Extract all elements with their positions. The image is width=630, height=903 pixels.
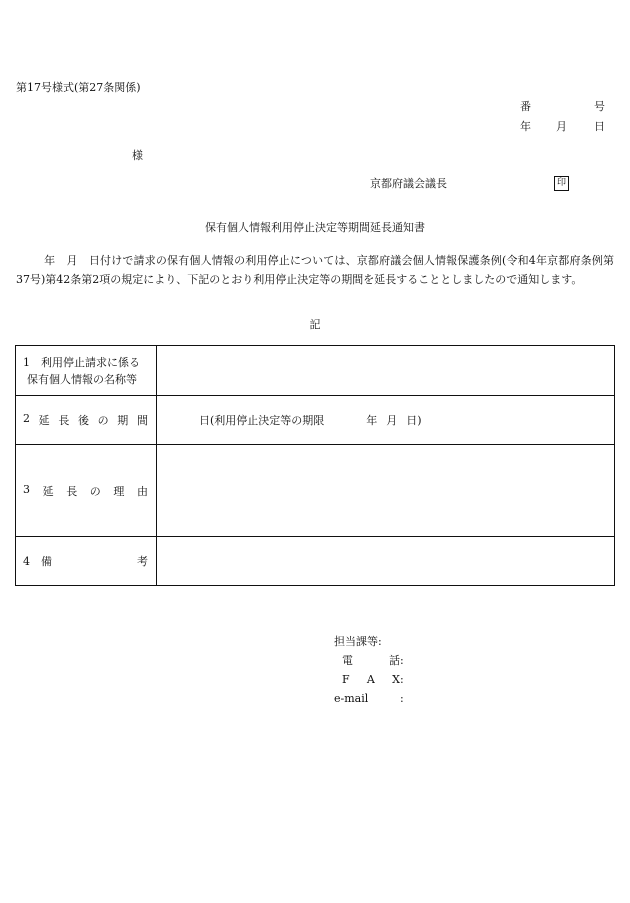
item-1-label: 1 利用停止請求に係る 保有個人情報の名称等 <box>16 346 157 396</box>
date-month-label: 月 <box>556 120 567 133</box>
body-text: 日付けで請求の保有個人情報の利用停止については、京都府議会個人情報保護条例(令和4年京都府条例第37号)第42条第2項の規定により、下記のとおり利用停止決定等の期間を延長することとしましたので通知します。 <box>16 254 614 286</box>
date-day-label: 日 <box>594 120 605 133</box>
item-4-label: 4 備 考 <box>16 537 157 586</box>
document-number-unit: 号 <box>594 100 605 113</box>
addressee-suffix: 様 <box>132 149 143 162</box>
item-2-value[interactable] <box>157 396 615 445</box>
table-row <box>16 537 615 586</box>
item-4-value[interactable] <box>157 537 615 586</box>
table-row <box>16 346 615 396</box>
extension-deadline-label: (利用停止決定等の期限 <box>210 414 325 427</box>
item-2-label: 2 延 長 後 の 期 間 <box>16 396 157 445</box>
contact-fax: F A X : <box>342 673 404 686</box>
document-number-label: 番 <box>520 100 531 113</box>
deadline-day: 日) <box>406 414 422 427</box>
seal-mark: 印 <box>554 176 569 191</box>
deadline-year: 年 <box>366 414 378 427</box>
form-number: 第17号様式(第27条関係) <box>16 81 141 94</box>
document-title: 保有個人情報利用停止決定等期間延長通知書 <box>205 221 425 234</box>
contact-block <box>334 632 404 708</box>
contact-department: 担当課等: <box>334 635 382 648</box>
body-paragraph <box>16 251 614 289</box>
deadline-month: 月 <box>386 414 398 427</box>
table-row <box>16 445 615 537</box>
sender-title: 京都府議会議長 <box>370 177 447 190</box>
body-year: 年 <box>44 254 56 267</box>
table-row <box>16 396 615 445</box>
contact-phone: 電 話 : <box>342 654 404 667</box>
date-year-label: 年 <box>520 120 531 133</box>
ki-heading: 記 <box>309 318 321 331</box>
item-3-label: 3 延 長 の 理 由 <box>16 445 157 537</box>
extension-day: 日 <box>199 414 210 427</box>
body-month: 月 <box>66 254 78 267</box>
item-1-value[interactable] <box>157 346 615 396</box>
item-3-value[interactable] <box>157 445 615 537</box>
items-table <box>15 345 615 586</box>
contact-email: e-mail : <box>334 692 404 705</box>
